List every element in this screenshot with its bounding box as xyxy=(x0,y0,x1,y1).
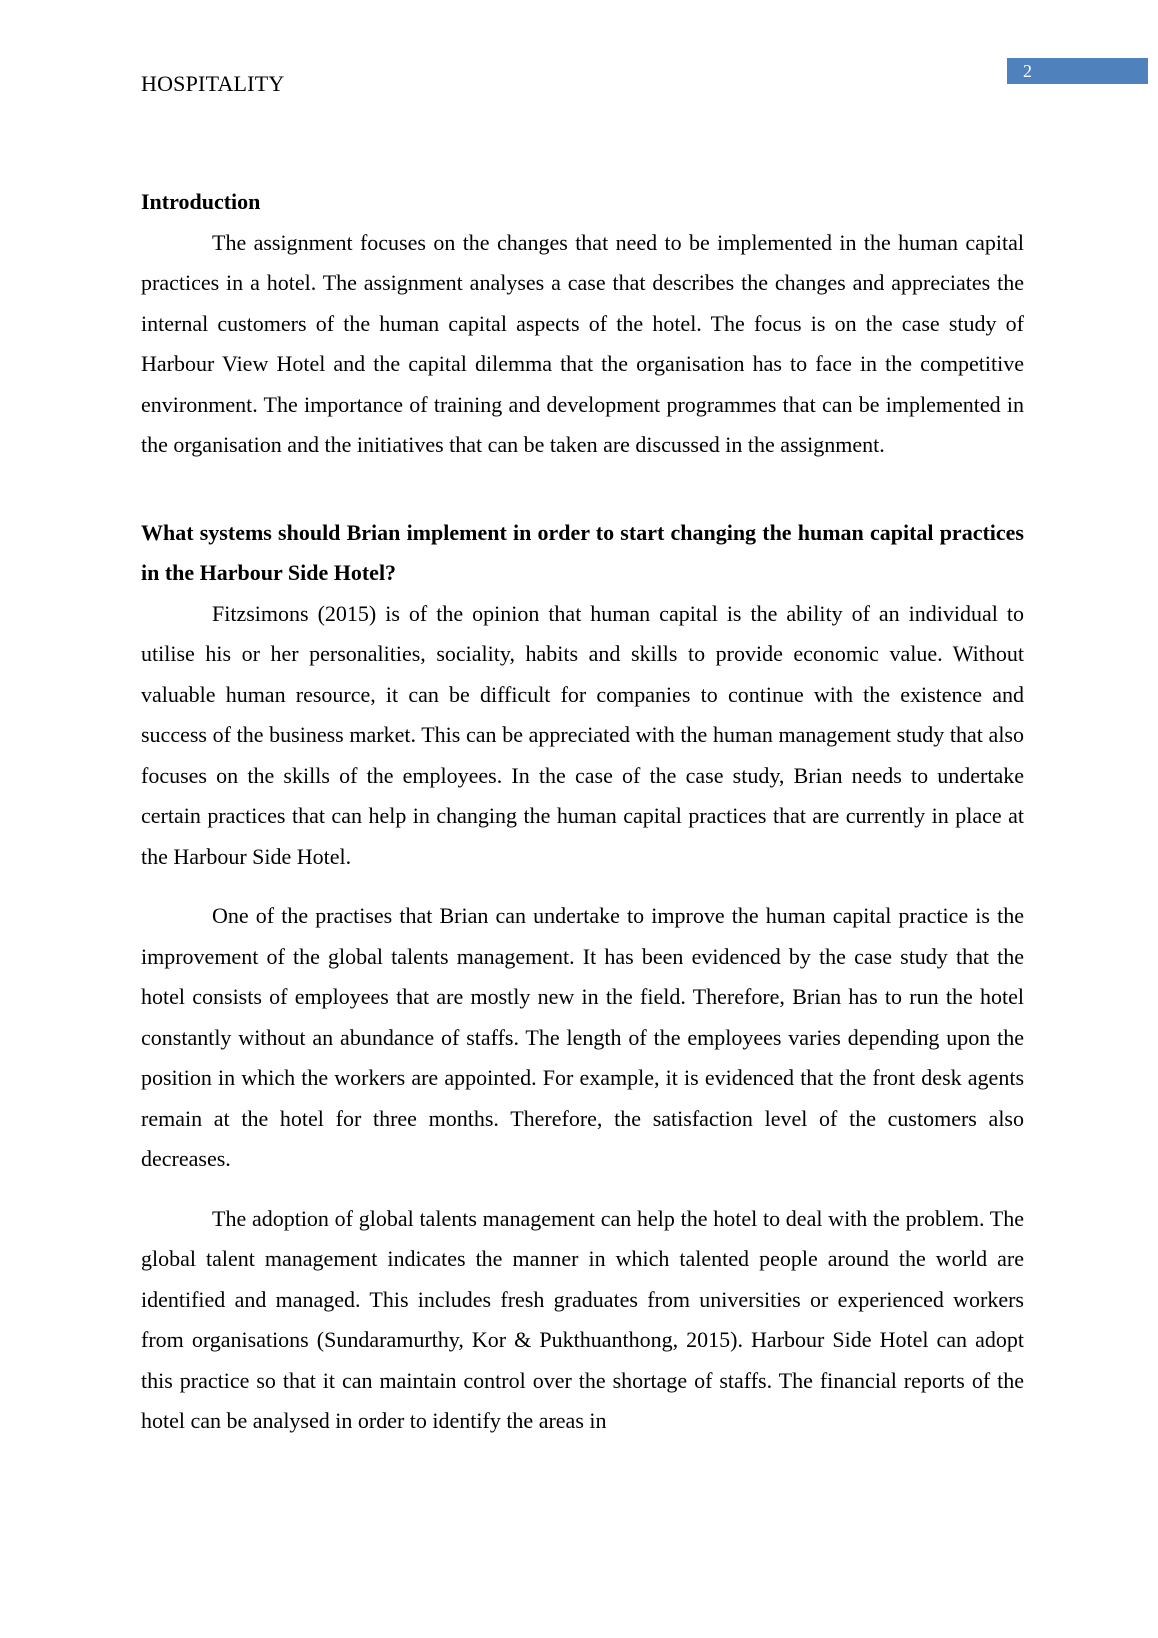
document-body xyxy=(141,182,1024,1442)
paragraph-human-capital: Fitzsimons (2015) is of the opinion that human capital is the ability of an individual to utilise his or her personalities, sociality, habits and skills to provide economic value. Without valuable human resource, it can be difficult for companies to continue with the existence and success of the business market. This can be appreciated with the human management study that also focuses on the skills of the employees. In the case of the case study, Brian needs to undertake certain practices that can help in changing the human capital practices that are currently in place at the Harbour Side Hotel. xyxy=(141,600,1024,869)
paragraph-spacer xyxy=(141,1180,1024,1199)
paragraph-introduction: The assignment focuses on the changes that need to be implemented in the human capital practices in a hotel. The assignment analyses a case that describes the changes and appreciates the internal customers of the human capital aspects of the hotel. The focus is on the case study of Harbour View Hotel and the capital dilemma that the organisation has to face in the competitive environment. The importance of training and development programmes that can be implemented in the organisation and the initiatives that can be taken are discussed in the assignment. xyxy=(141,229,1024,457)
paragraph-talent-management: One of the practises that Brian can undertake to improve the human capital practice is the improvement of the global talents management. It has been evidenced by the case study that the hotel consists of employees that are mostly new in the field. Therefore, Brian has to run the hotel constantly without an abundance of staffs. The length of the employees varies depending upon the position in which the workers are appointed. For example, it is evidenced that the front desk agents remain at the hotel for three months. Therefore, the satisfaction level of the customers also decreases. xyxy=(141,903,1024,1171)
running-head: HOSPITALITY xyxy=(141,71,285,96)
paragraph-spacer xyxy=(141,877,1024,896)
section-spacer xyxy=(141,466,1024,513)
section-heading-systems: What systems should Brian implement in order to start changing the human capital practices in the Harbour Side Hotel? xyxy=(141,519,1024,585)
page-number: 2 xyxy=(1023,61,1032,81)
section-heading-introduction: Introduction xyxy=(141,189,261,214)
paragraph-global-talent-adoption: The adoption of global talents management can help the hotel to deal with the problem. The global talent management indicates the manner in which talented people around the world are identified and managed. This includes fresh graduates from universities or experienced workers from organisations (Sundaramurthy, Kor & Pukthuanthong, 2015). Harbour Side Hotel can adopt this practice so that it can maintain control over the shortage of staffs. The financial reports of the hotel can be analysed in order to identify the areas in xyxy=(141,1205,1024,1433)
page-number-badge xyxy=(1007,58,1148,84)
